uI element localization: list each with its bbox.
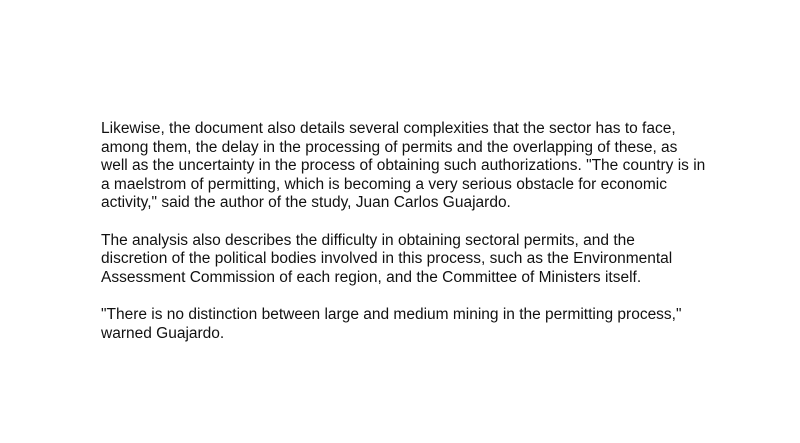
paragraph-line: Likewise, the document also details several complexities that the sector has to face, [101, 120, 676, 137]
paragraph-line: Assessment Commission of each region, and the Committee of Ministers itself. [101, 268, 642, 286]
paragraph-line: discretion of the political bodies involved in this process, such as the Environmental [101, 250, 673, 267]
article-body [101, 120, 706, 362]
paragraph-line: The analysis also describes the difficulty in obtaining sectoral permits, and the [101, 231, 635, 249]
paragraph-line: "There is no distinction between large and medium mining in the permitting process," [101, 306, 682, 323]
paragraph-line: a maelstrom of permitting, which is becoming a very serious obstacle for economic [101, 175, 667, 193]
paragraph-line: well as the uncertainty in the process of obtaining such authorizations. "The country is in [101, 157, 706, 174]
paragraph-3 [101, 306, 701, 343]
paragraph-line: among them, the delay in the processing of permits and the overlapping of these, as [101, 138, 678, 156]
paragraph-2 [101, 232, 701, 288]
paragraph-line: warned Guajardo. [101, 324, 225, 342]
paragraph-line: activity," said the author of the study, Juan Carlos Guajardo. [101, 194, 511, 211]
paragraph-1 [101, 120, 706, 213]
